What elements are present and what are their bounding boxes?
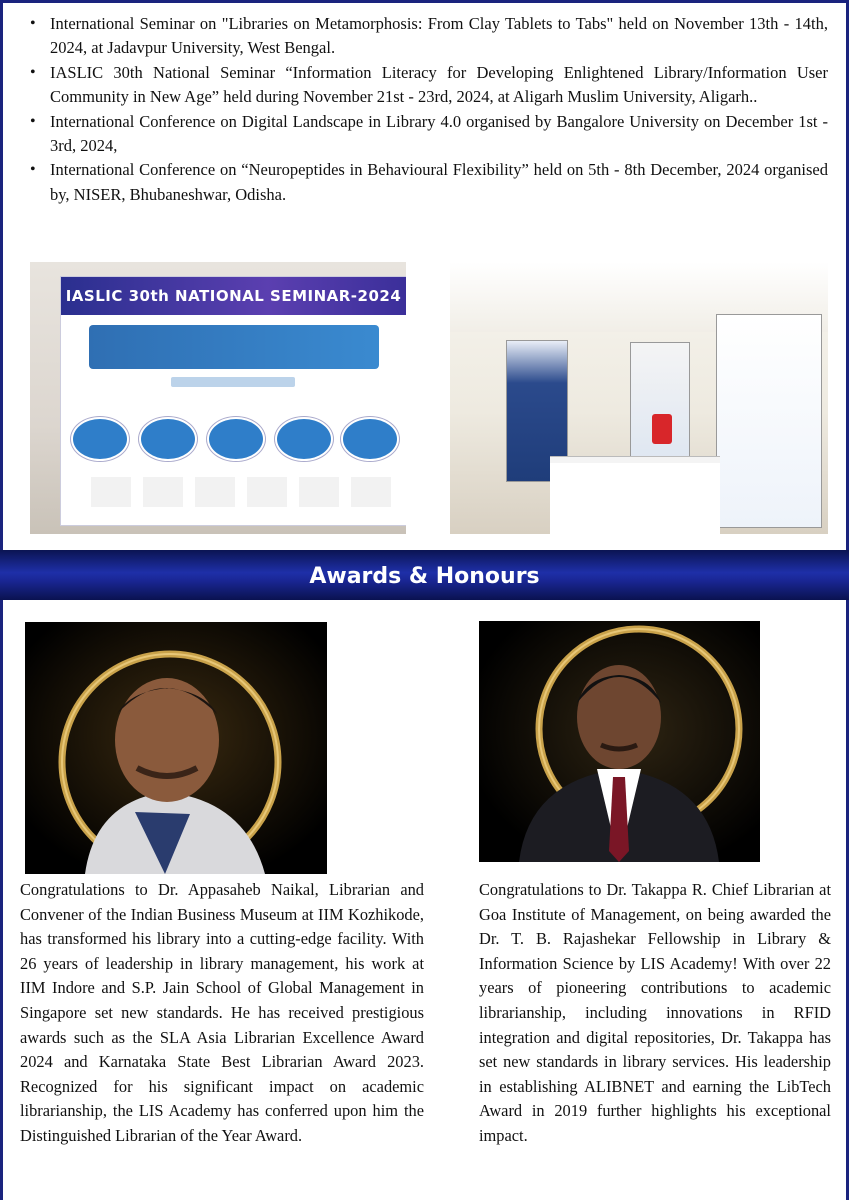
- sponsor-badge: [341, 417, 399, 461]
- red-chair: [652, 414, 672, 444]
- banner-theme-strip: [89, 325, 379, 369]
- portrait-illustration: [25, 622, 327, 874]
- event-item: • IASLIC 30th National Seminar “Information Literacy for Developing Enlightened Library/Information User Community in New Age” held during November 21st - 23rd, 2024, at Aligarh Muslim University, Aligarh..: [22, 61, 828, 110]
- award-description-takappa: Congratulations to Dr. Takappa R. Chief Librarian at Goa Institute of Management, on being awarded the Dr. T. B. Rajashekar Fellowship in Library & Information Science by LIS Academy! With over 22 years of pioneering contributions to academic librarianship, including innovations in RFID integration and digital repositories, Dr. Takappa has set new standards in library services. His leadership in establishing ALIBNET and earning the LibTech Award in 2019 further highlights his exceptional impact.: [479, 880, 831, 1145]
- exhibition-stall-photo: [450, 262, 828, 534]
- sponsor-badge: [139, 417, 197, 461]
- awardee-portrait-takappa: [479, 621, 760, 862]
- awardee-portrait-naikal: [25, 622, 327, 874]
- portrait-illustration: [479, 621, 760, 862]
- sponsor-badge: [71, 417, 129, 461]
- banner-date-strip: [171, 377, 295, 387]
- poster-stand: [716, 314, 822, 528]
- event-list: [22, 12, 828, 207]
- section-title: Awards & Honours: [309, 564, 540, 589]
- section-band: [0, 550, 849, 600]
- seminar-banner-photo: [30, 262, 406, 534]
- event-item: • International Conference on Digital Landscape in Library 4.0 organised by Bangalore University on December 1st - 3rd, 2024,: [22, 110, 828, 159]
- event-item: • International Conference on “Neuropeptides in Behavioural Flexibility” held on 5th - 8th December, 2024 organised by, NISER, Bhubaneshwar, Odisha.: [22, 158, 828, 207]
- banner-heading: IASLIC 30th NATIONAL SEMINAR-2024: [61, 277, 406, 315]
- display-table: [550, 457, 720, 534]
- sponsor-badge: [207, 417, 265, 461]
- event-item: • International Seminar on "Libraries on Metamorphosis: From Clay Tablets to Tabs" held on November 13th - 14th, 2024, at Jadavpur University, West Bengal.: [22, 12, 828, 61]
- award-description-naikal: Congratulations to Dr. Appasaheb Naikal, Librarian and Convener of the Indian Business Museum at IIM Kozhikode, has transformed his library into a cutting-edge facility. With 26 years of leadership in library management, his work at IIM Indore and S.P. Jain School of Global Management in Singapore set new standards. He has received prestigious awards such as the SLA Asia Librarian Excellence Award 2024 and Karnataka State Best Librarian Award 2023. Recognized for his significant impact on academic librarianship, the LIS Academy has conferred upon him the Distinguished Librarian of the Year Award.: [20, 880, 424, 1145]
- sponsor-logo-row: [91, 477, 391, 507]
- seminar-banner: [60, 276, 406, 526]
- sponsor-badge: [275, 417, 333, 461]
